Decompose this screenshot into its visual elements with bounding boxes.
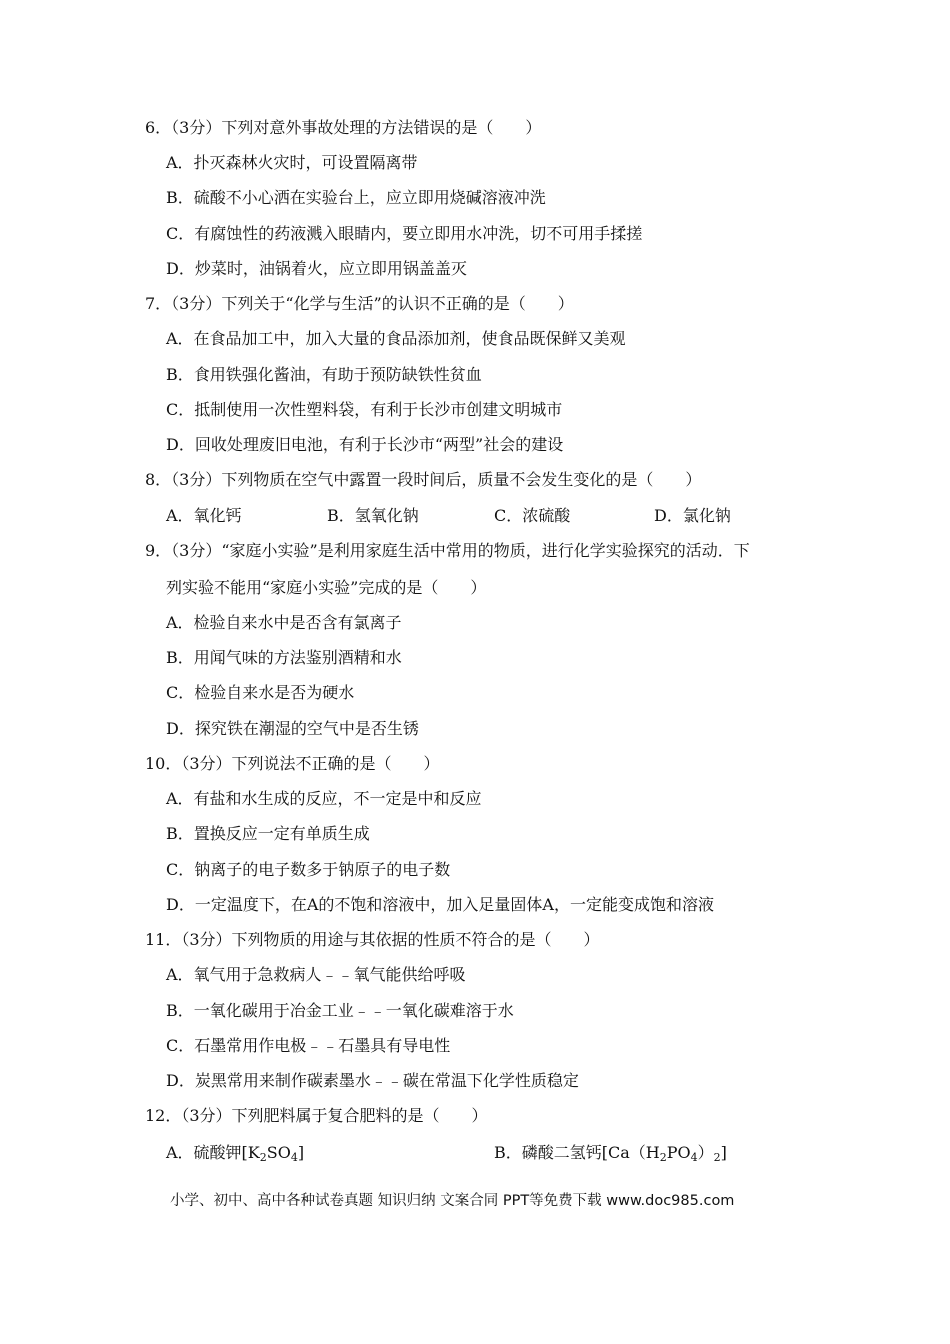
question-11-option-a: A．氧气用于急救病人﹣﹣氧气能供给呼吸 (166, 965, 466, 984)
question-8-option-a: A．氧化钙 (166, 506, 242, 525)
question-11-option-c: C．石墨常用作电极﹣﹣石墨具有导电性 (166, 1036, 451, 1055)
question-7-option-b: B．食用铁强化酱油，有助于预防缺铁性贫血 (166, 365, 482, 384)
question-7-stem: 7．（3分）下列关于“化学与生活”的认识不正确的是（ ） (145, 294, 574, 313)
question-9-stem-continued: 列实验不能用“家庭小实验”完成的是（ ） (166, 578, 487, 597)
question-9-option-d: D．探究铁在潮湿的空气中是否生锈 (166, 719, 419, 738)
page-footer: 小学、初中、高中各种试卷真题 知识归纳 文案合同 PPT等免费下载 www.doc985.com (170, 1193, 735, 1209)
question-11-option-b: B．一氧化碳用于冶金工业﹣﹣一氧化碳难溶于水 (166, 1001, 514, 1020)
question-7-option-a: A．在食品加工中，加入大量的食品添加剂，使食品既保鲜又美观 (166, 329, 626, 348)
question-7-option-d: D．回收处理废旧电池，有利于长沙市“两型”社会的建设 (166, 435, 564, 454)
question-12-option-a: A．硫酸钾$[K_2SO_4]$ (166, 1143, 305, 1164)
question-10-option-a: A．有盐和水生成的反应，不一定是中和反应 (166, 789, 482, 808)
question-11-stem: 11．（3分）下列物质的用途与其依据的性质不符合的是（ ） (145, 930, 600, 949)
question-12-stem: 12．（3分）下列肥料属于复合肥料的是（ ） (145, 1106, 488, 1125)
question-6-option-a: A．扑灭森林火灾时，可设置隔离带 (166, 153, 418, 172)
question-9-stem: 9．（3分）“家庭小实验”是利用家庭生活中常用的物质，进行化学实验探究的活动．下 (145, 541, 750, 560)
question-6-option-c: C．有腐蚀性的药液溅入眼睛内，要立即用水冲洗，切不可用手揉搓 (166, 224, 643, 243)
question-9-option-b: B．用闻气味的方法鉴别酒精和水 (166, 648, 402, 667)
question-11-option-d: D．炭黑常用来制作碳素墨水﹣﹣碳在常温下化学性质稳定 (166, 1071, 579, 1090)
question-10-stem: 10．（3分）下列说法不正确的是（ ） (145, 754, 440, 773)
question-10-option-d: D．一定温度下，在A的不饱和溶液中，加入足量固体A，一定能变成饱和溶液 (166, 895, 714, 914)
question-12-option-b: B．磷酸二氢钙$[Ca(H_2PO_4)_2]$ (494, 1143, 727, 1164)
question-9-option-c: C．检验自来水是否为硬水 (166, 683, 355, 702)
question-6-option-b: B．硫酸不小心洒在实验台上，应立即用烧碱溶液冲洗 (166, 188, 546, 207)
question-10-option-b: B．置换反应一定有单质生成 (166, 824, 370, 843)
question-9-option-a: A．检验自来水中是否含有氯离子 (166, 613, 402, 632)
question-7-option-c: C．抵制使用一次性塑料袋，有利于长沙市创建文明城市 (166, 400, 563, 419)
question-10-option-c: C．钠离子的电子数多于钠原子的电子数 (166, 860, 451, 879)
question-8-option-c: C．浓硫酸 (494, 506, 571, 525)
question-6-option-d: D．炒菜时，油锅着火，应立即用锅盖盖灭 (166, 259, 467, 278)
question-6-stem: 6．（3分）下列对意外事故处理的方法错误的是（ ） (145, 118, 542, 137)
question-8-stem: 8．（3分）下列物质在空气中露置一段时间后，质量不会发生变化的是（ ） (145, 470, 702, 489)
question-8-option-d: D．氯化钠 (654, 506, 731, 525)
question-8-option-b: B．氢氧化钠 (327, 506, 419, 525)
